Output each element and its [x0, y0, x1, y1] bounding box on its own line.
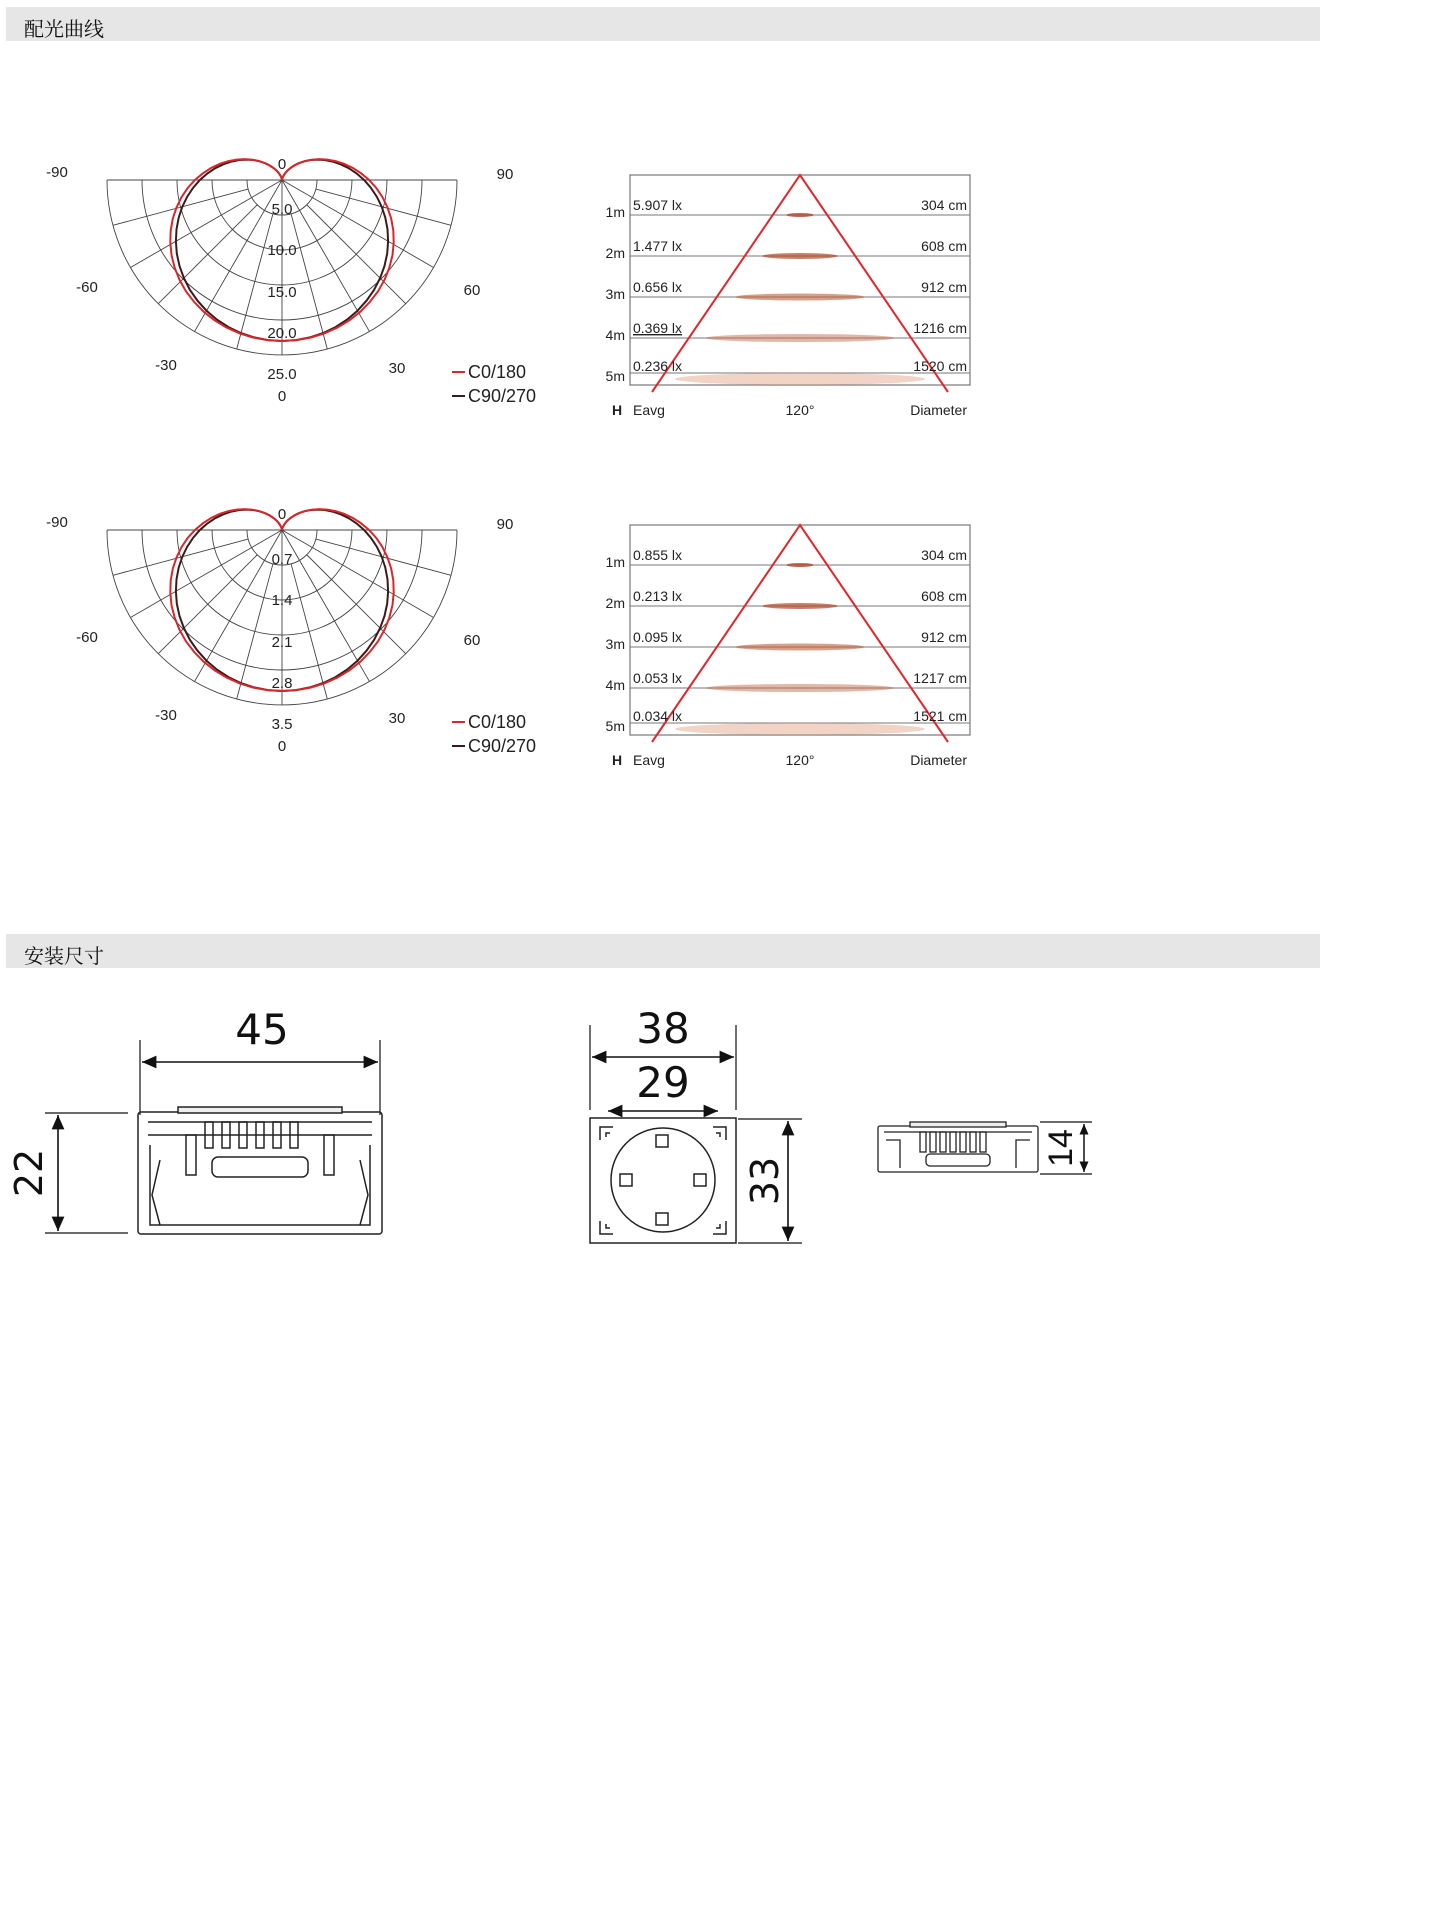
radial-value: 20.0: [267, 325, 297, 342]
light-spot: [705, 334, 895, 342]
row-eavg: 1.477 lx: [633, 238, 683, 254]
polar-spoke: [291, 564, 327, 699]
row-height: 3m: [605, 636, 625, 652]
row-eavg: 0.236 lx: [633, 358, 683, 374]
row-height: 5m: [605, 368, 625, 384]
legend-c90-270: C90/270: [468, 736, 537, 756]
row-diameter: 912 cm: [921, 629, 967, 645]
section-title: 安装尺寸: [24, 944, 104, 968]
legend-c90-270: C90/270: [468, 386, 537, 406]
section-title: 配光曲线: [24, 17, 104, 41]
legend-c0-180: C0/180: [468, 712, 527, 732]
angle-label-left30: -30: [155, 707, 177, 724]
footer-eavg: Eavg: [633, 752, 665, 768]
row-eavg: 0.095 lx: [633, 629, 683, 645]
row-diameter: 912 cm: [921, 279, 967, 295]
cone-chart-1: [595, 165, 995, 425]
angle-label-right30: 30: [388, 710, 406, 727]
polar-spoke: [113, 539, 248, 575]
radial-value: 1.4: [271, 592, 293, 609]
dimension-side-height: 14: [1042, 1129, 1080, 1167]
row-height: 2m: [605, 245, 625, 261]
light-spot: [786, 213, 814, 217]
row-eavg: 0.034 lx: [633, 708, 683, 724]
row-diameter: 1216 cm: [913, 320, 967, 336]
polar-spoke: [316, 539, 451, 575]
section-header-light-distribution: [6, 7, 1320, 41]
dimension-top-outer: 38: [636, 1004, 690, 1053]
angle-label-top: 0: [277, 506, 287, 523]
fixture-side-body: [878, 1122, 1038, 1172]
polar-spoke: [130, 530, 282, 618]
polar-spoke: [282, 530, 370, 682]
row-eavg: 5.907 lx: [633, 197, 683, 213]
radial-value: 15.0: [267, 284, 297, 301]
row-eavg: 0.369 lx: [633, 320, 683, 336]
radial-value: 25.0: [267, 366, 297, 383]
top-view-drawing: [570, 995, 830, 1245]
light-spot: [762, 253, 838, 259]
row-diameter: 1521 cm: [913, 708, 967, 724]
angle-label-right60: 60: [463, 282, 481, 299]
side-view-drawing: [870, 1110, 1110, 1190]
light-spot: [762, 603, 838, 609]
footer-h: H: [611, 752, 623, 768]
light-spot: [675, 723, 925, 735]
row-diameter: 1520 cm: [913, 358, 967, 374]
dimension-front-width: 45: [235, 1005, 289, 1054]
angle-label-left60: -60: [76, 629, 98, 646]
angle-label-left30: -30: [155, 357, 177, 374]
fixture-top-body: [590, 1118, 736, 1243]
angle-label-left60: -60: [76, 279, 98, 296]
radial-value: 2.8: [271, 675, 293, 692]
angle-label-bottom: 0: [277, 388, 287, 405]
row-height: 1m: [605, 204, 625, 220]
angle-label-bottom: 0: [277, 738, 287, 755]
beam-cone: [652, 175, 948, 392]
footer-h: H: [611, 402, 623, 418]
polar-spoke: [113, 189, 248, 225]
row-eavg: 0.213 lx: [633, 588, 683, 604]
dimension-top-depth: 33: [743, 1156, 787, 1206]
row-height: 4m: [605, 327, 625, 343]
beam-cone: [652, 525, 948, 742]
row-eavg: 0.855 lx: [633, 547, 683, 563]
polar-spoke: [237, 564, 273, 699]
dimension-front-height: 22: [7, 1148, 51, 1198]
front-view-drawing: [0, 995, 420, 1245]
light-spot: [735, 294, 865, 301]
light-spot: [735, 644, 865, 651]
polar-chart-1: [35, 145, 575, 415]
angle-label-right60: 60: [463, 632, 481, 649]
polar-spoke: [282, 180, 434, 268]
light-spot: [705, 684, 895, 692]
row-height: 2m: [605, 595, 625, 611]
radial-value: 2.1: [271, 634, 293, 651]
footer-diameter: Diameter: [910, 402, 967, 418]
light-spot: [786, 563, 814, 567]
footer-diameter: Diameter: [910, 752, 967, 768]
polar-spoke: [195, 530, 283, 682]
polar-spoke: [282, 530, 434, 618]
row-diameter: 304 cm: [921, 197, 967, 213]
footer-eavg: Eavg: [633, 402, 665, 418]
legend-c0-180: C0/180: [468, 362, 527, 382]
row-height: 3m: [605, 286, 625, 302]
radial-value: 0.7: [271, 551, 293, 568]
section-header-installation-size: [6, 934, 1320, 968]
polar-spoke: [130, 180, 282, 268]
footer-angle: 120°: [785, 752, 815, 768]
row-diameter: 1217 cm: [913, 670, 967, 686]
row-height: 1m: [605, 554, 625, 570]
angle-label-right90: 90: [496, 516, 514, 533]
angle-label-left90: -90: [46, 164, 68, 181]
row-eavg: 0.053 lx: [633, 670, 683, 686]
fixture-front-body: [138, 1107, 382, 1234]
polar-spoke: [316, 189, 451, 225]
row-diameter: 608 cm: [921, 238, 967, 254]
radial-value: 5.0: [271, 201, 293, 218]
radial-value: 3.5: [271, 716, 293, 733]
row-height: 4m: [605, 677, 625, 693]
row-diameter: 304 cm: [921, 547, 967, 563]
row-eavg: 0.656 lx: [633, 279, 683, 295]
angle-label-right90: 90: [496, 166, 514, 183]
angle-label-left90: -90: [46, 514, 68, 531]
light-spot: [675, 373, 925, 385]
radial-value: 10.0: [267, 242, 297, 259]
polar-chart-2: [35, 495, 575, 765]
angle-label-right30: 30: [388, 360, 406, 377]
dimension-top-inner: 29: [636, 1058, 690, 1107]
row-height: 5m: [605, 718, 625, 734]
footer-angle: 120°: [785, 402, 815, 418]
angle-label-top: 0: [277, 156, 287, 173]
row-diameter: 608 cm: [921, 588, 967, 604]
cone-chart-2: [595, 515, 995, 775]
